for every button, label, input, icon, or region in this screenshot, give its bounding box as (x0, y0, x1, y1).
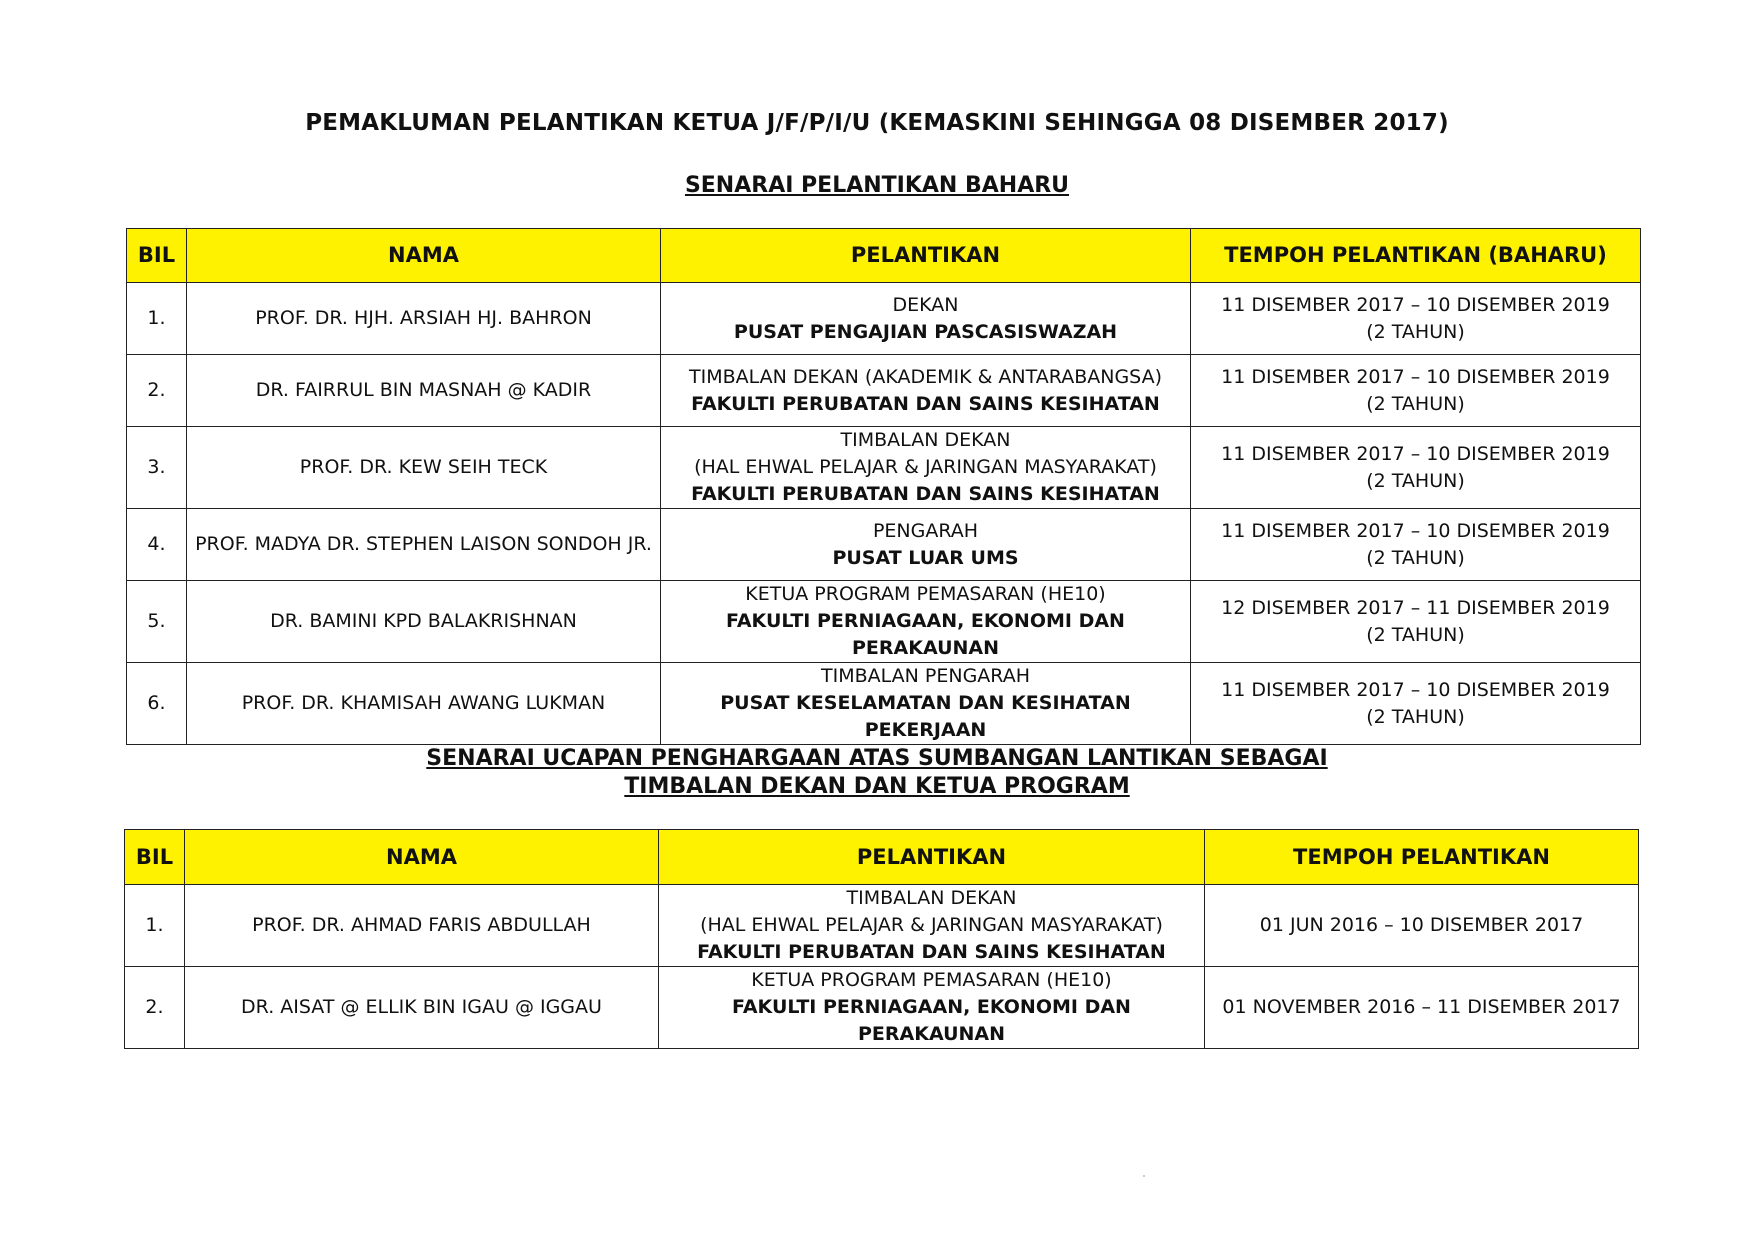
document-title: PEMAKLUMAN PELANTIKAN KETUA J/F/P/I/U (KEMASKINI SEHINGGA 08 DISEMBER 2017) (305, 110, 1449, 136)
appointment-duration: (2 TAHUN) (1366, 623, 1465, 646)
unit-name: PUSAT PENGAJIAN PASCASISWAZAH (733, 320, 1118, 343)
unit-name: FAKULTI PERNIAGAAN, EKONOMI DAN PERAKAUNAN (726, 610, 1125, 659)
column-header-pelantikan: PELANTIKAN (659, 830, 1205, 885)
table-row (127, 509, 1641, 581)
column-header-nama: NAMA (187, 229, 661, 283)
unit-name: FAKULTI PERUBATAN DAN SAINS KESIHATAN (697, 941, 1166, 963)
position-title: TIMBALAN DEKAN (AKADEMIK & ANTARABANGSA) (689, 365, 1162, 388)
row-pelantikan (661, 427, 1191, 509)
row-pelantikan (661, 355, 1191, 427)
row-tempoh (1191, 663, 1641, 745)
new-appointments-table (126, 228, 1641, 745)
table-row (125, 885, 1639, 967)
row-pelantikan (659, 967, 1205, 1049)
row-bil: 1. (125, 885, 185, 967)
position-title: TIMBALAN PENGARAH (820, 665, 1031, 687)
appreciation-table (124, 829, 1639, 1049)
appreciation-heading-line2: TIMBALAN DEKAN DAN KETUA PROGRAM (624, 774, 1130, 799)
position-title: KETUA PROGRAM PEMASARAN (HE10) (751, 969, 1112, 991)
appointment-period: 11 DISEMBER 2017 – 10 DISEMBER 2019 (1221, 365, 1610, 388)
row-pelantikan (661, 283, 1191, 355)
row-pelantikan (659, 885, 1205, 967)
column-header-bil: BIL (125, 830, 185, 885)
position-detail: (HAL EHWAL PELAJAR & JARINGAN MASYARAKAT) (700, 914, 1163, 936)
row-tempoh (1191, 581, 1641, 663)
row-tempoh (1205, 967, 1639, 1049)
position-title: PENGARAH (872, 519, 979, 542)
position-title: TIMBALAN DEKAN (840, 429, 1011, 451)
row-bil: 2. (127, 355, 187, 427)
unit-name: PUSAT LUAR UMS (832, 546, 1019, 569)
position-title: DEKAN (892, 293, 959, 316)
row-nama: PROF. MADYA DR. STEPHEN LAISON SONDOH JR. (187, 509, 661, 581)
table-row (127, 427, 1641, 509)
appointment-duration: (2 TAHUN) (1366, 546, 1465, 569)
table-row (127, 663, 1641, 745)
position-detail: (HAL EHWAL PELAJAR & JARINGAN MASYARAKAT) (694, 456, 1157, 478)
row-nama: PROF. DR. HJH. ARSIAH HJ. BAHRON (187, 283, 661, 355)
column-header-pelantikan: PELANTIKAN (661, 229, 1191, 283)
row-tempoh (1191, 283, 1641, 355)
column-header-tempoh: TEMPOH PELANTIKAN (1205, 830, 1639, 885)
appointment-duration: (2 TAHUN) (1366, 320, 1465, 343)
unit-name: FAKULTI PERUBATAN DAN SAINS KESIHATAN (691, 392, 1160, 415)
row-bil: 5. (127, 581, 187, 663)
table-header-row (125, 830, 1639, 885)
row-nama: DR. FAIRRUL BIN MASNAH @ KADIR (187, 355, 661, 427)
unit-name: FAKULTI PERNIAGAAN, EKONOMI DAN PERAKAUNAN (732, 996, 1131, 1045)
appreciation-heading (0, 745, 1754, 801)
row-bil: 4. (127, 509, 187, 581)
row-bil: 2. (125, 967, 185, 1049)
column-header-bil: BIL (127, 229, 187, 283)
appointment-period: 11 DISEMBER 2017 – 10 DISEMBER 2019 (1221, 442, 1610, 465)
scan-speck (1143, 1175, 1145, 1177)
appointment-period: 01 NOVEMBER 2016 – 11 DISEMBER 2017 (1222, 996, 1621, 1018)
row-tempoh (1191, 509, 1641, 581)
table-row (127, 283, 1641, 355)
column-header-nama: NAMA (185, 830, 659, 885)
appreciation-heading-line1: SENARAI UCAPAN PENGHARGAAN ATAS SUMBANGAN LANTIKAN SEBAGAI (426, 746, 1328, 771)
appointment-period: 11 DISEMBER 2017 – 10 DISEMBER 2019 (1221, 678, 1610, 701)
row-tempoh (1205, 885, 1639, 967)
row-bil: 6. (127, 663, 187, 745)
row-nama: DR. AISAT @ ELLIK BIN IGAU @ IGGAU (185, 967, 659, 1049)
appointment-duration: (2 TAHUN) (1366, 469, 1465, 492)
table-row (127, 581, 1641, 663)
row-pelantikan (661, 581, 1191, 663)
row-nama: PROF. DR. KHAMISAH AWANG LUKMAN (187, 663, 661, 745)
row-nama: DR. BAMINI KPD BALAKRISHNAN (187, 581, 661, 663)
row-nama: PROF. DR. KEW SEIH TECK (187, 427, 661, 509)
unit-name: FAKULTI PERUBATAN DAN SAINS KESIHATAN (691, 483, 1160, 505)
row-tempoh (1191, 355, 1641, 427)
appointment-period: 11 DISEMBER 2017 – 10 DISEMBER 2019 (1221, 293, 1610, 316)
column-header-tempoh: TEMPOH PELANTIKAN (BAHARU) (1191, 229, 1641, 283)
position-title: KETUA PROGRAM PEMASARAN (HE10) (745, 583, 1106, 605)
table-row (127, 355, 1641, 427)
row-bil: 1. (127, 283, 187, 355)
appointment-duration: (2 TAHUN) (1366, 392, 1465, 415)
row-nama: PROF. DR. AHMAD FARIS ABDULLAH (185, 885, 659, 967)
appointment-period: 12 DISEMBER 2017 – 11 DISEMBER 2019 (1221, 596, 1610, 619)
row-pelantikan (661, 663, 1191, 745)
appointment-period: 01 JUN 2016 – 10 DISEMBER 2017 (1259, 914, 1584, 936)
row-bil: 3. (127, 427, 187, 509)
table-row (125, 967, 1639, 1049)
row-tempoh (1191, 427, 1641, 509)
appointment-period: 11 DISEMBER 2017 – 10 DISEMBER 2019 (1221, 519, 1610, 542)
appointment-duration: (2 TAHUN) (1366, 705, 1465, 728)
row-pelantikan (661, 509, 1191, 581)
unit-name: PUSAT KESELAMATAN DAN KESIHATAN PEKERJAAN (720, 692, 1131, 741)
table-header-row (127, 229, 1641, 283)
new-appointments-heading: SENARAI PELANTIKAN BAHARU (684, 173, 1070, 198)
position-title: TIMBALAN DEKAN (846, 887, 1017, 909)
